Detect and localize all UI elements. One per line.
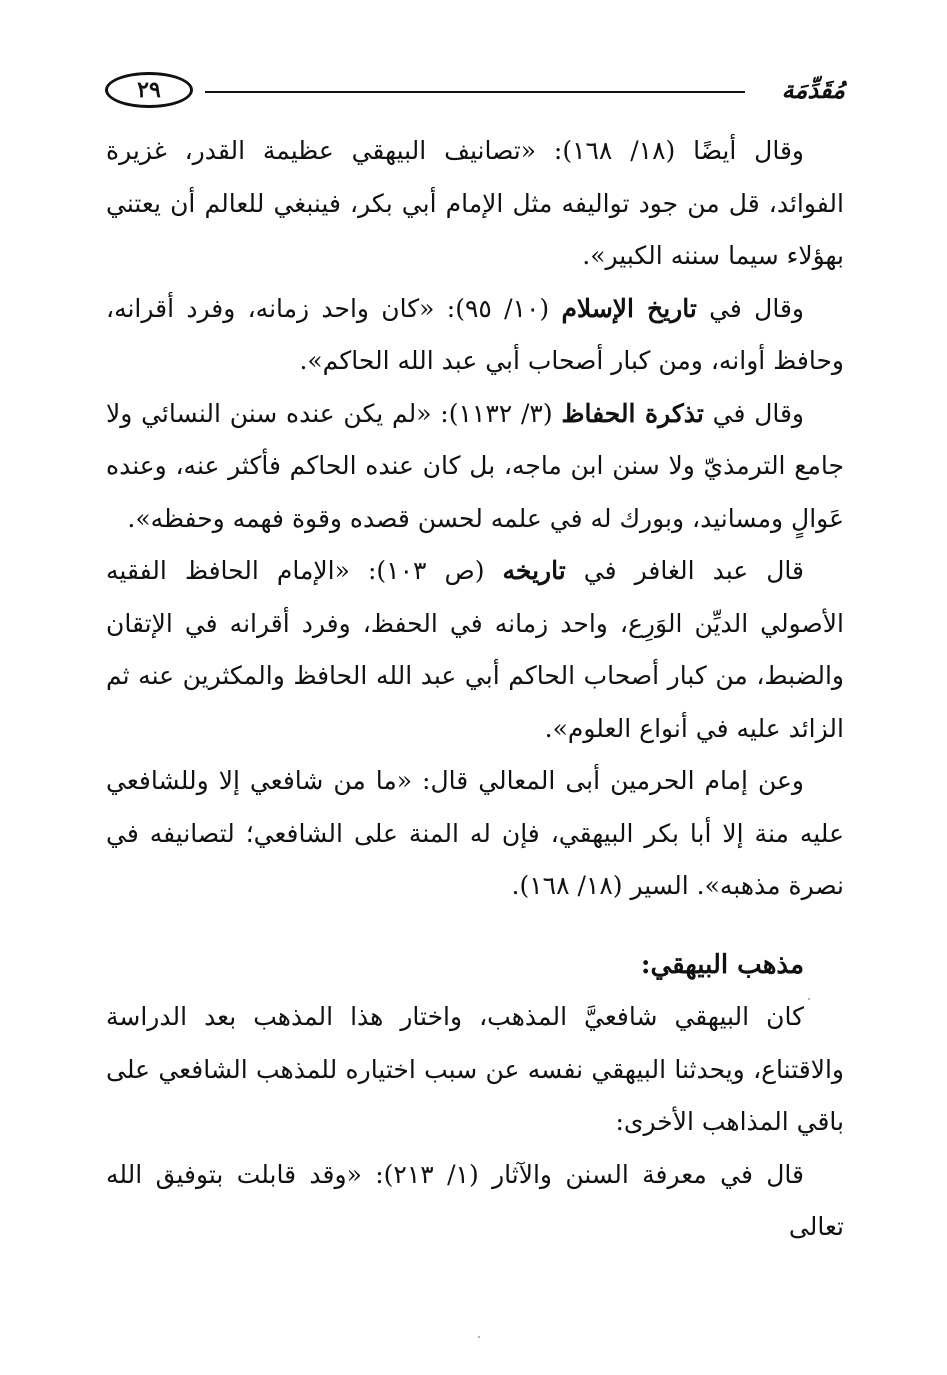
- paragraph-2: وقال في تاريخ الإسلام (١٠/ ٩٥): «كان واحد زمانه، وفرد أقرانه، وحافظ أوانه، ومن كبار أصحاب أبي عبد الله الحاكم».: [106, 293, 844, 375]
- section-heading: مذهب البيهقي:: [640, 949, 804, 980]
- book-title-tarikh-islam: تاريخ الإسلام: [561, 293, 697, 323]
- header-rule: [205, 91, 745, 93]
- paragraph-3: وقال في تذكرة الحفاظ (٣/ ١١٣٢): «لم يكن عنده سنن النسائي ولا جامع الترمذيّ ولا سنن ابن ماجه، بل كان عنده الحاكم فأكثر عنه، وعنده عَوالٍ ومسانيد، وبورك له في علمه لحسن قصده وقوة فهمه وحفظه».: [106, 398, 844, 533]
- section-paragraph-1: كان البيهقي شافعيَّ المذهب، واختار هذا المذهب بعد الدراسة والاقتناع، ويحدثنا البيهقي نفسه عن سبب اختياره للمذهب الشافعي على باقي المذاهب الأخرى:: [106, 1002, 844, 1136]
- paragraph-4: قال عبد الغافر في تاريخه (ص ١٠٣): «الإمام الحافظ الفقيه الأصولي الديِّن الوَرِع، واحد زمانه في الحفظ، وفرد أقرانه في الإتقان والضبط، من كبار أصحاب الحاكم أبي عبد الله الحافظ والمكثرين عنه ثم الزائد عليه في أنواع العلوم».: [106, 556, 844, 743]
- page-number-text: ٢٩: [137, 77, 161, 103]
- header-title: مُقَدِّمَة: [781, 75, 845, 104]
- book-title-tarikhuh: تاريخه: [502, 556, 566, 585]
- paragraph-1: وقال أيضًا (١٨/ ١٦٨): «تصانيف البيهقي عظيمة القدر، غزيرة الفوائد، قل من جود تواليفه مثل الإمام أبي بكر، فينبغي للعالم أن يعتني بهؤلاء سيما سننه الكبير».: [106, 136, 844, 270]
- page-number: [105, 72, 193, 108]
- book-title-tadhkira: تذكرة الحفاظ: [561, 398, 704, 428]
- section-paragraph-2: قال في معرفة السنن والآثار (١/ ٢١٣): «وقد قابلت بتوفيق الله تعالى: [106, 1159, 844, 1241]
- scan-speck: [808, 998, 810, 1000]
- scan-speck: [478, 1336, 480, 1338]
- page-body: [106, 125, 844, 1254]
- page-header: [105, 68, 845, 112]
- paragraph-5: وعن إمام الحرمين أبى المعالي قال: «ما من شافعي إلا وللشافعي عليه منة إلا أبا بكر البيهقي، فإن له المنة على الشافعي؛ لتصانيفه في نصرة مذهبه». السير (١٨/ ١٦٨).: [106, 766, 844, 900]
